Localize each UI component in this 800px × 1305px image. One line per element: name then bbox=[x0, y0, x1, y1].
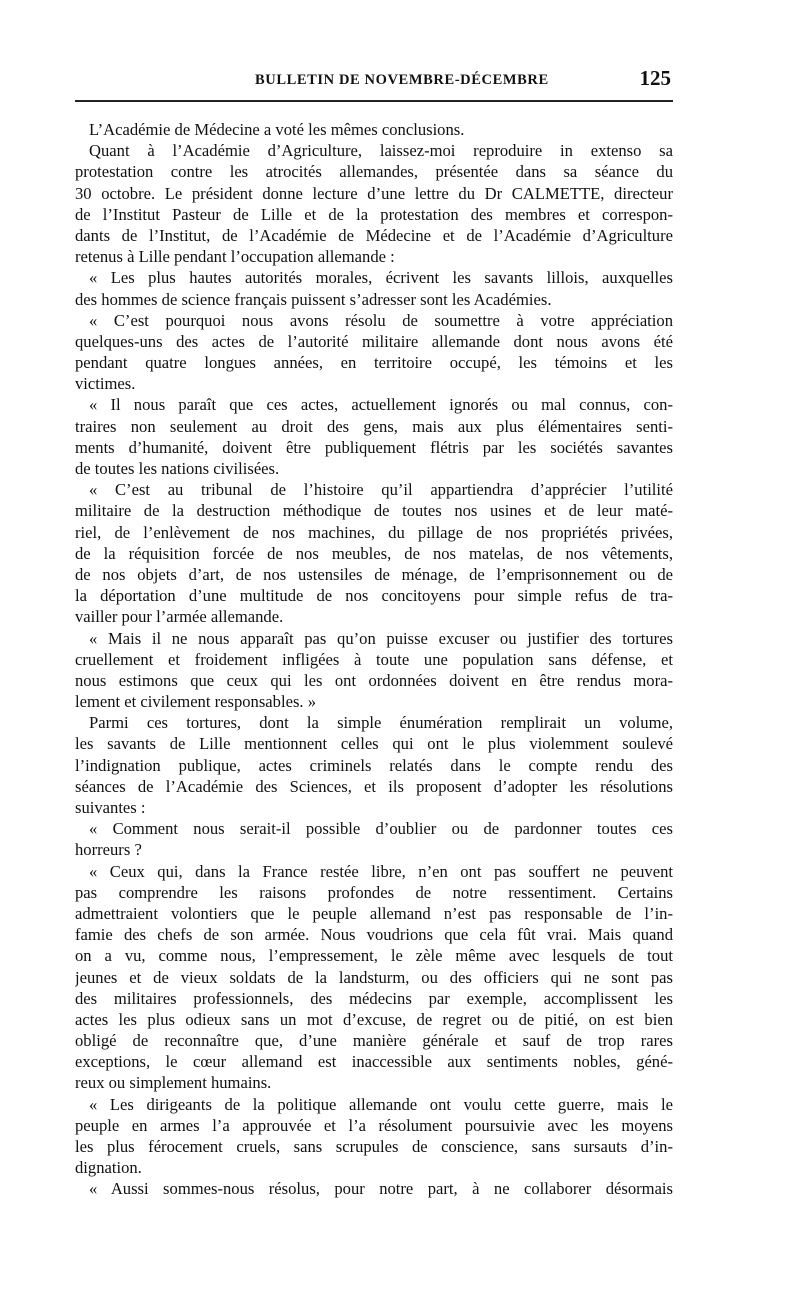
paragraph bbox=[75, 267, 673, 309]
text-line: pas comprendre les raisons profondes de notre ressentiment. Certains bbox=[75, 882, 673, 902]
paragraph bbox=[75, 1094, 673, 1179]
text-line: « Les plus hautes autorités morales, écrivent les savants lillois, auxquelles bbox=[89, 268, 673, 288]
text-line: « C’est pourquoi nous avons résolu de soumettre à votre appréciation bbox=[89, 310, 673, 330]
text-line: actes les plus odieux sans un mot d’excuse, de regret ou de pitié, on est bien bbox=[75, 1009, 673, 1029]
text-line: horreurs ? bbox=[75, 840, 142, 860]
text-line: de la réquisition forcée de nos meubles, de nos matelas, de nos vêtements, bbox=[75, 543, 673, 563]
text-line: exceptions, le cœur allemand est inaccessible aux sentiments nobles, géné- bbox=[75, 1052, 673, 1072]
text-line: victimes. bbox=[75, 374, 136, 394]
header-rule bbox=[75, 100, 673, 102]
body-text bbox=[75, 119, 673, 1200]
text-line: dants de l’Institut, de l’Académie de Médecine et de l’Académie d’Agriculture bbox=[75, 225, 673, 245]
text-line: ments d’humanité, doivent être publiquement flétris par les sociétés savantes bbox=[75, 437, 673, 457]
text-line: « Les dirigeants de la politique allemande ont voulu cette guerre, mais le bbox=[89, 1094, 673, 1114]
text-line: les savants de Lille mentionnent celles qui ont le plus violemment soulevé bbox=[75, 734, 673, 754]
text-line: « Comment nous serait-il possible d’oublier ou de pardonner toutes ces bbox=[89, 819, 673, 839]
text-line: retenus à Lille pendant l’occupation allemande : bbox=[75, 247, 395, 267]
text-line: de l’Institut Pasteur de Lille et de la protestation des membres et correspon- bbox=[75, 204, 673, 224]
page-number: 125 bbox=[639, 66, 671, 90]
text-line: obligé de reconnaître que, d’une manière générale et sauf de trop rares bbox=[75, 1031, 673, 1051]
text-line: nous estimons que ceux qui les ont ordonnées doivent en être rendus mora- bbox=[75, 670, 673, 690]
text-line: traires non seulement au droit des gens, mais aux plus élémentaires senti- bbox=[75, 416, 673, 436]
text-line: militaire de la destruction méthodique de toutes nos usines et de leur maté- bbox=[75, 501, 673, 521]
text-line: pendant quatre longues années, en territoire occupé, les témoins et les bbox=[75, 353, 673, 373]
text-line: protestation contre les atrocités allemandes, présentée dans sa séance du bbox=[75, 162, 673, 182]
paragraph bbox=[75, 1178, 673, 1199]
text-line: L’Académie de Médecine a voté les mêmes conclusions. bbox=[89, 120, 465, 139]
paragraph bbox=[75, 479, 673, 627]
running-title: BULLETIN DE NOVEMBRE-DÉCEMBRE bbox=[255, 72, 549, 88]
text-line: jeunes et de vieux soldats de la landsturm, ou des officiers qui ne sont pas bbox=[75, 967, 673, 987]
paragraph bbox=[75, 818, 673, 860]
paragraph bbox=[75, 394, 673, 479]
text-line: la déportation d’une multitude de nos concitoyens pour simple refus de tra- bbox=[75, 586, 673, 606]
paragraph bbox=[75, 712, 673, 818]
text-line: les plus férocement cruels, sans scrupules de conscience, sans sursauts d’in- bbox=[75, 1137, 673, 1156]
text-line: des militaires professionnels, des médecins par exemple, accomplissent les bbox=[75, 988, 673, 1008]
text-line: peuple en armes l’a approuvée et l’a résolument poursuivie avec les moyens bbox=[75, 1115, 673, 1135]
text-line: l’indignation publique, actes criminels relatés dans le compte rendu des bbox=[75, 755, 673, 775]
text-line: famie des chefs de son armée. Nous voudrions que cela fût vrai. Mais quand bbox=[75, 925, 673, 945]
text-line: « Ceux qui, dans la France restée libre, n’en ont pas souffert ne peuvent bbox=[89, 861, 673, 881]
text-line: Quant à l’Académie d’Agriculture, laissez-moi reproduire in extenso sa bbox=[89, 141, 673, 161]
text-line: on a vu, comme nous, l’empressement, le zèle même avec lesquels de tout bbox=[75, 946, 673, 966]
text-line: dignation. bbox=[75, 1158, 142, 1178]
text-line: suivantes : bbox=[75, 798, 146, 817]
text-line: riel, de l’enlèvement de nos machines, du pillage de nos propriétés privées, bbox=[75, 522, 673, 542]
page-header bbox=[75, 66, 673, 96]
text-line: « Aussi sommes-nous résolus, pour notre part, à ne collaborer désormais bbox=[89, 1179, 673, 1199]
text-line: admettraient volontiers que le peuple allemand n’est pas responsable de l’in- bbox=[75, 903, 673, 923]
text-line: vailler pour l’armée allemande. bbox=[75, 607, 284, 627]
paragraph bbox=[75, 140, 673, 267]
text-line: quelques-uns des actes de l’autorité militaire allemande dont nous avons été bbox=[75, 331, 673, 351]
text-line: de toutes les nations civilisées. bbox=[75, 459, 280, 478]
text-line: reux ou simplement humains. bbox=[75, 1073, 272, 1093]
text-line: des hommes de science français puissent s’adresser sont les Académies. bbox=[75, 289, 552, 309]
paragraph bbox=[75, 119, 673, 140]
paragraph bbox=[75, 861, 673, 1094]
text-line: cruellement et froidement infligées à toute une population sans défense, et bbox=[75, 649, 673, 669]
text-line: « C’est au tribunal de l’histoire qu’il appartiendra d’apprécier l’utilité bbox=[89, 480, 673, 500]
text-line: de nos objets d’art, de nos ustensiles de ménage, de l’emprisonnement ou de bbox=[75, 564, 673, 584]
text-line: « Il nous paraît que ces actes, actuellement ignorés ou mal connus, con- bbox=[89, 395, 673, 415]
text-line: lement et civilement responsables. » bbox=[75, 692, 316, 712]
text-line: 30 octobre. Le président donne lecture d’une lettre du Dr CALMETTE, directeur bbox=[75, 183, 673, 203]
paragraph bbox=[75, 628, 673, 713]
text-line: Parmi ces tortures, dont la simple énumération remplirait un volume, bbox=[89, 713, 673, 733]
paragraph bbox=[75, 310, 673, 395]
text-line: « Mais il ne nous apparaît pas qu’on puisse excuser ou justifier des tortures bbox=[89, 628, 673, 648]
text-line: séances de l’Académie des Sciences, et ils proposent d’adopter les résolutions bbox=[75, 776, 673, 796]
